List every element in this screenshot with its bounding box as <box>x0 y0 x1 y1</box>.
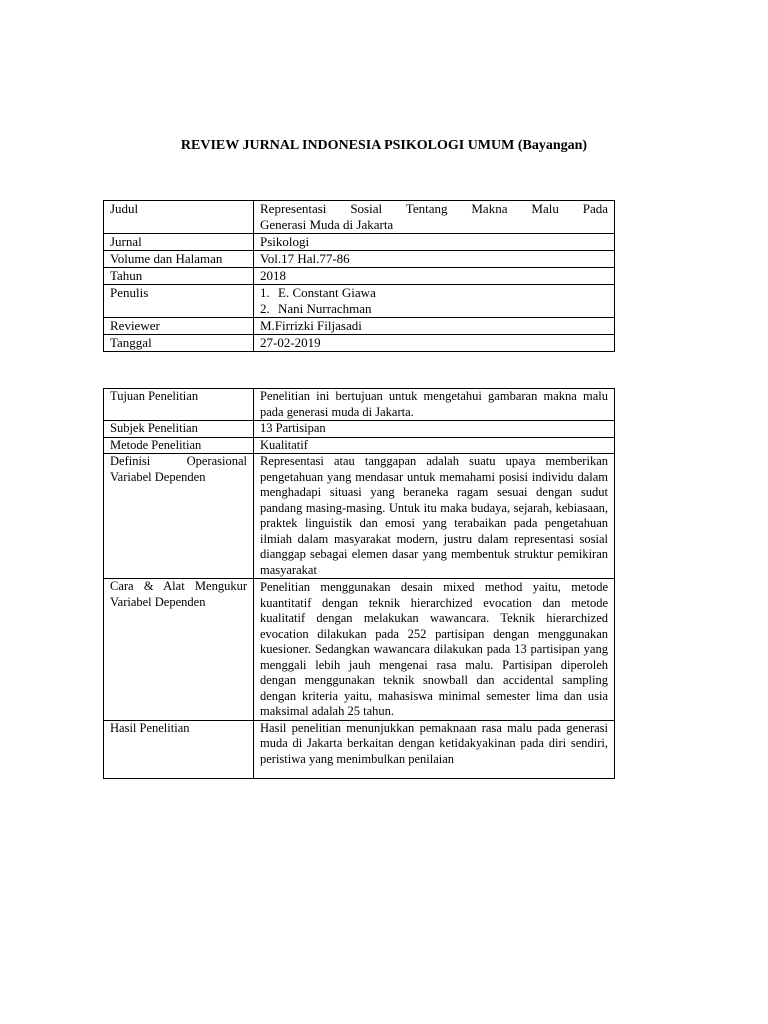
jurnal-label: Jurnal <box>104 234 254 251</box>
tahun-value: 2018 <box>254 268 615 285</box>
cara-label: Cara & Alat Mengukur Variabel Dependen <box>104 579 254 721</box>
judul-value <box>254 201 615 234</box>
table-row <box>104 579 615 721</box>
review-table <box>103 388 615 779</box>
metode-label: Metode Penelitian <box>104 437 254 454</box>
judul-line-1: Representasi Sosial Tentang Makna Malu Pada <box>260 201 608 216</box>
definisi-value: Representasi atau tanggapan adalah suatu upaya memberikan pengetahuan yang mendasar untuk memahami posisi individu dalam menghadapi situasi yang beraneka ragam sesuai dengan sudut pandang masing-masing. Untuk itu maka budaya, sejarah, kebiasaan, praktek linguistik dan emosi yang terabaikan pada pengetahuan ilmiah dalam masyarakat modern, justru dalam representasi sosial dianggap sebagai elemen dasar yang membentuk struktur pemikiran masyarakat <box>254 454 615 579</box>
table-row <box>104 251 615 268</box>
penulis-value <box>254 285 615 318</box>
table-row <box>104 389 615 421</box>
table-row <box>104 454 615 579</box>
author-number: 2. <box>260 301 270 316</box>
cara-value: Penelitian menggunakan desain mixed method yaitu, metode kuantitatif dengan teknik hierarchized evocation dan metode kualitatif dengan melakukan wawancara. Teknik hierarchized evocation dilakukan pada 252 partisipan dengan menggunakan kuesioner. Sedangkan wawancara dilakukan pada 13 partisipan yang menggali lebih jauh mengenai rasa malu. Partisipan diperoleh dengan menggunakan teknik snowball dan accidental sampling dengan kriteria yaitu, mahasiswa minimal semester lima dan usia maksimal adalah 25 tahun. <box>254 579 615 721</box>
author-number: 1. <box>260 285 270 300</box>
metode-value: Kualitatif <box>254 437 615 454</box>
jurnal-value: Psikologi <box>254 234 615 251</box>
reviewer-label: Reviewer <box>104 318 254 335</box>
judul-line-2: Generasi Muda di Jakarta <box>260 217 394 232</box>
list-item <box>260 285 608 301</box>
judul-label: Judul <box>104 201 254 234</box>
hasil-value <box>254 720 615 778</box>
tujuan-value: Penelitian ini bertujuan untuk mengetahui gambaran makna malu pada generasi muda di Jakarta. <box>254 389 615 421</box>
subjek-label: Subjek Penelitian <box>104 421 254 438</box>
table-row <box>104 234 615 251</box>
tanggal-label: Tanggal <box>104 335 254 352</box>
tanggal-value: 27-02-2019 <box>254 335 615 352</box>
penulis-label: Penulis <box>104 285 254 318</box>
volume-value: Vol.17 Hal.77-86 <box>254 251 615 268</box>
hasil-text: Hasil penelitian menunjukkan pemaknaan rasa malu pada generasi muda di Jakarta berkaitan dengan ketidakyakinan pada diri sendiri, peristiwa yang menimbulkan penilaian <box>260 720 608 766</box>
identity-table <box>103 200 615 352</box>
table-row <box>104 421 615 438</box>
table-row <box>104 268 615 285</box>
volume-label: Volume dan Halaman <box>104 251 254 268</box>
reviewer-value: M.Firrizki Filjasadi <box>254 318 615 335</box>
list-item <box>260 301 608 317</box>
author-list <box>260 285 608 317</box>
subjek-value: 13 Partisipan <box>254 421 615 438</box>
table-row <box>104 285 615 318</box>
table-row <box>104 437 615 454</box>
tahun-label: Tahun <box>104 268 254 285</box>
author-name: Nani Nurrachman <box>278 301 372 316</box>
page-title: REVIEW JURNAL INDONESIA PSIKOLOGI UMUM (Bayangan) <box>180 138 588 153</box>
table-row <box>104 335 615 352</box>
author-name: E. Constant Giawa <box>278 285 376 300</box>
tujuan-label: Tujuan Penelitian <box>104 389 254 421</box>
hasil-label: Hasil Penelitian <box>104 720 254 778</box>
table-row <box>104 318 615 335</box>
table-row <box>104 201 615 234</box>
table-row <box>104 720 615 778</box>
definisi-label: Definisi Operasional Variabel Dependen <box>104 454 254 579</box>
